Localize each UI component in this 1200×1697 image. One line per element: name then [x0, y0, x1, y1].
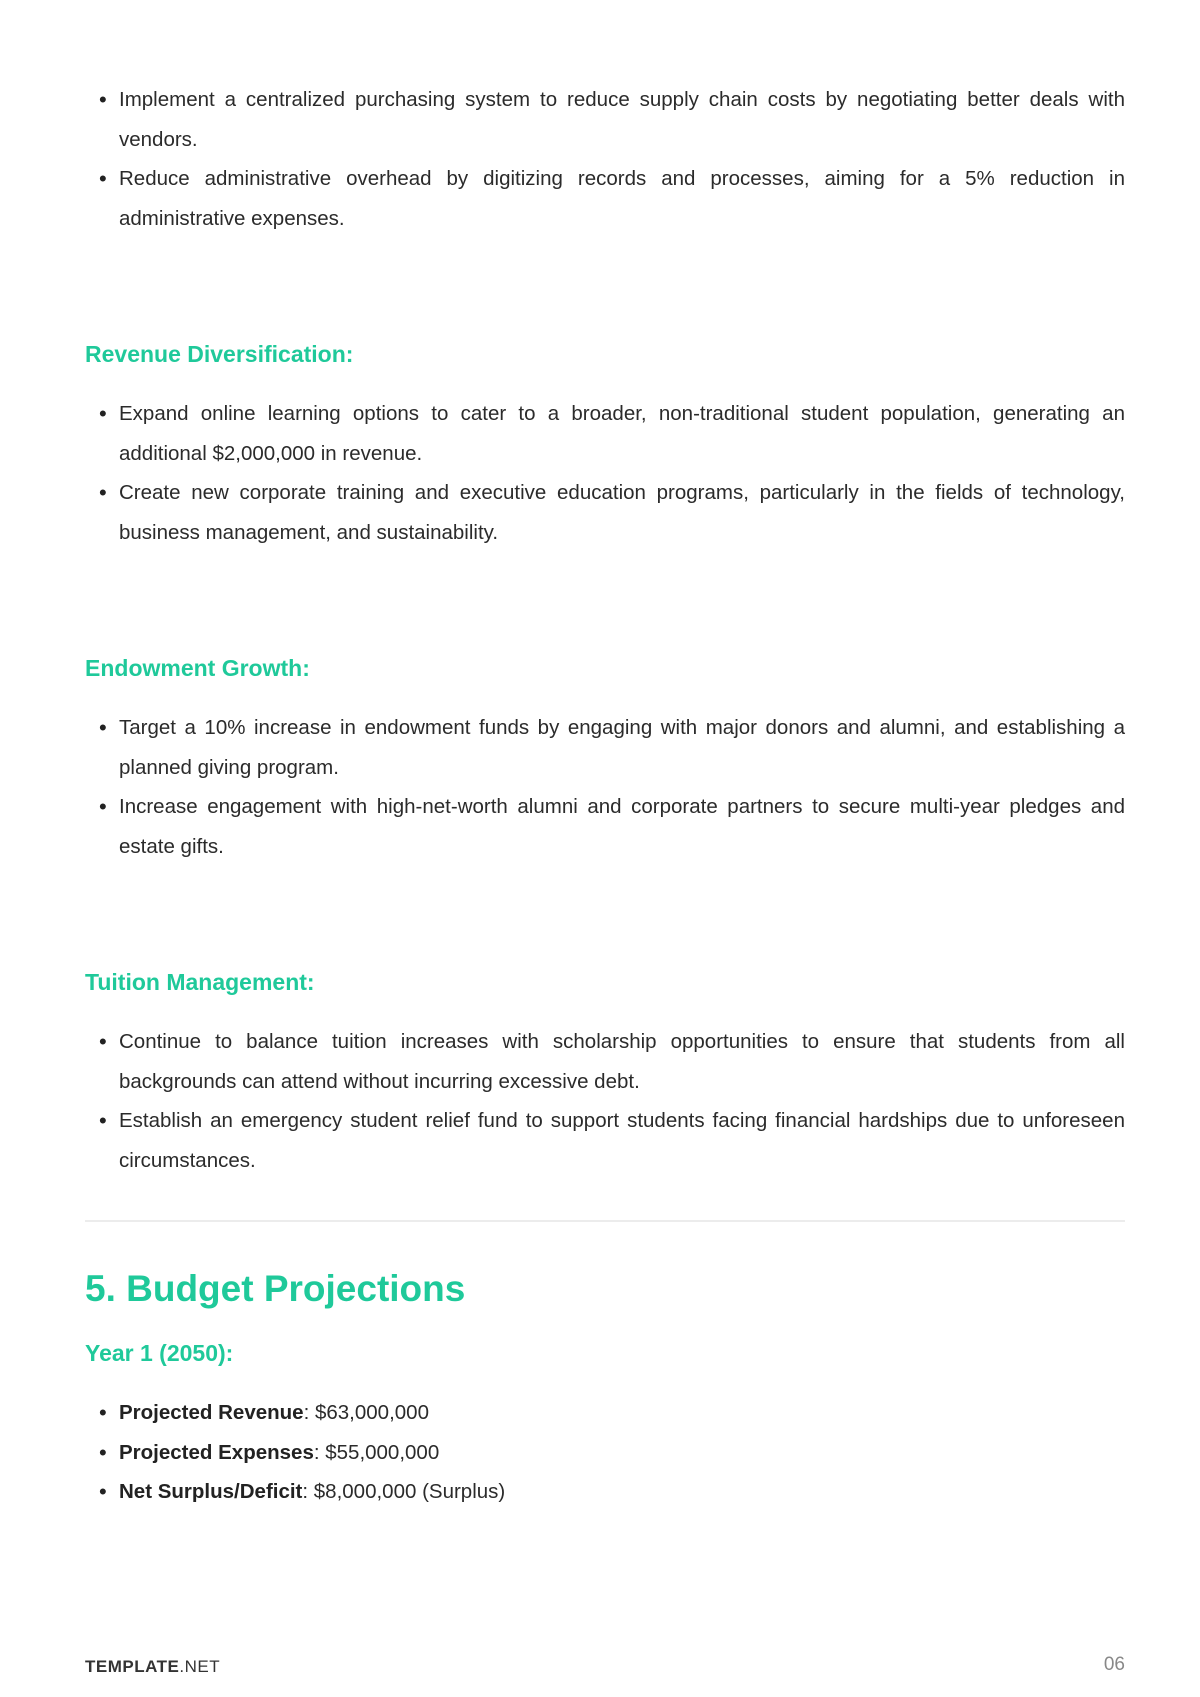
year-one-heading: Year 1 (2050): — [85, 1340, 234, 1366]
endowment-growth-heading: Endowment Growth: — [85, 655, 310, 681]
net-surplus-deficit-label: Net Surplus/Deficit — [119, 1480, 303, 1503]
footer-brand-logo — [85, 1657, 220, 1677]
brand-name-suffix: .NET — [179, 1657, 221, 1676]
revenue-bullet-list — [85, 394, 1125, 552]
list-item — [85, 1393, 1125, 1433]
list-item: • Create new corporate training and executive education programs, particularly in the fields of technology, business management, and sustainability. — [85, 473, 1125, 552]
budget-projections-title: 5. Budget Projections — [85, 1268, 466, 1309]
projected-expenses-label: Projected Expenses — [119, 1440, 314, 1464]
list-item — [85, 1472, 1125, 1512]
budget-bullet-list — [85, 1393, 1125, 1512]
list-item — [85, 1433, 1125, 1473]
list-item: • Continue to balance tuition increases with scholarship opportunities to ensure that students from all backgrounds can attend without incurring excessive debt. — [85, 1022, 1125, 1101]
projected-revenue-value: : $63,000,000 — [303, 1401, 429, 1424]
tuition-management-heading: Tuition Management: — [85, 969, 315, 995]
list-item: • Expand online learning options to cater to a broader, non-traditional student population, generating an additional $2,000,000 in revenue. — [85, 394, 1125, 473]
brand-name-bold: TEMPLATE — [85, 1657, 180, 1676]
page-number: 06 — [1103, 1654, 1125, 1675]
endowment-bullet-list — [85, 708, 1125, 866]
list-item: • Target a 10% increase in endowment funds by engaging with major donors and alumni, and establishing a planned giving program. — [85, 708, 1125, 787]
revenue-diversification-heading: Revenue Diversification: — [85, 341, 354, 367]
list-item: • Reduce administrative overhead by digitizing records and processes, aiming for a 5% reduction in administrative expenses. — [85, 159, 1125, 238]
list-item: • Implement a centralized purchasing system to reduce supply chain costs by negotiating better deals with vendors. — [85, 80, 1125, 159]
projected-expenses-value: : $55,000,000 — [313, 1440, 440, 1464]
net-surplus-deficit-value: : $8,000,000 (Surplus) — [302, 1480, 506, 1503]
projected-revenue-label: Projected Revenue — [119, 1401, 304, 1424]
intro-bullet-list — [85, 80, 1125, 238]
section-divider — [85, 1220, 1125, 1222]
document-page — [85, 80, 1125, 1512]
tuition-bullet-list — [85, 1022, 1125, 1180]
list-item: • Increase engagement with high-net-worth alumni and corporate partners to secure multi-year pledges and estate gifts. — [85, 787, 1125, 866]
list-item: • Establish an emergency student relief fund to support students facing financial hardships due to unforeseen circumstances. — [85, 1101, 1125, 1180]
